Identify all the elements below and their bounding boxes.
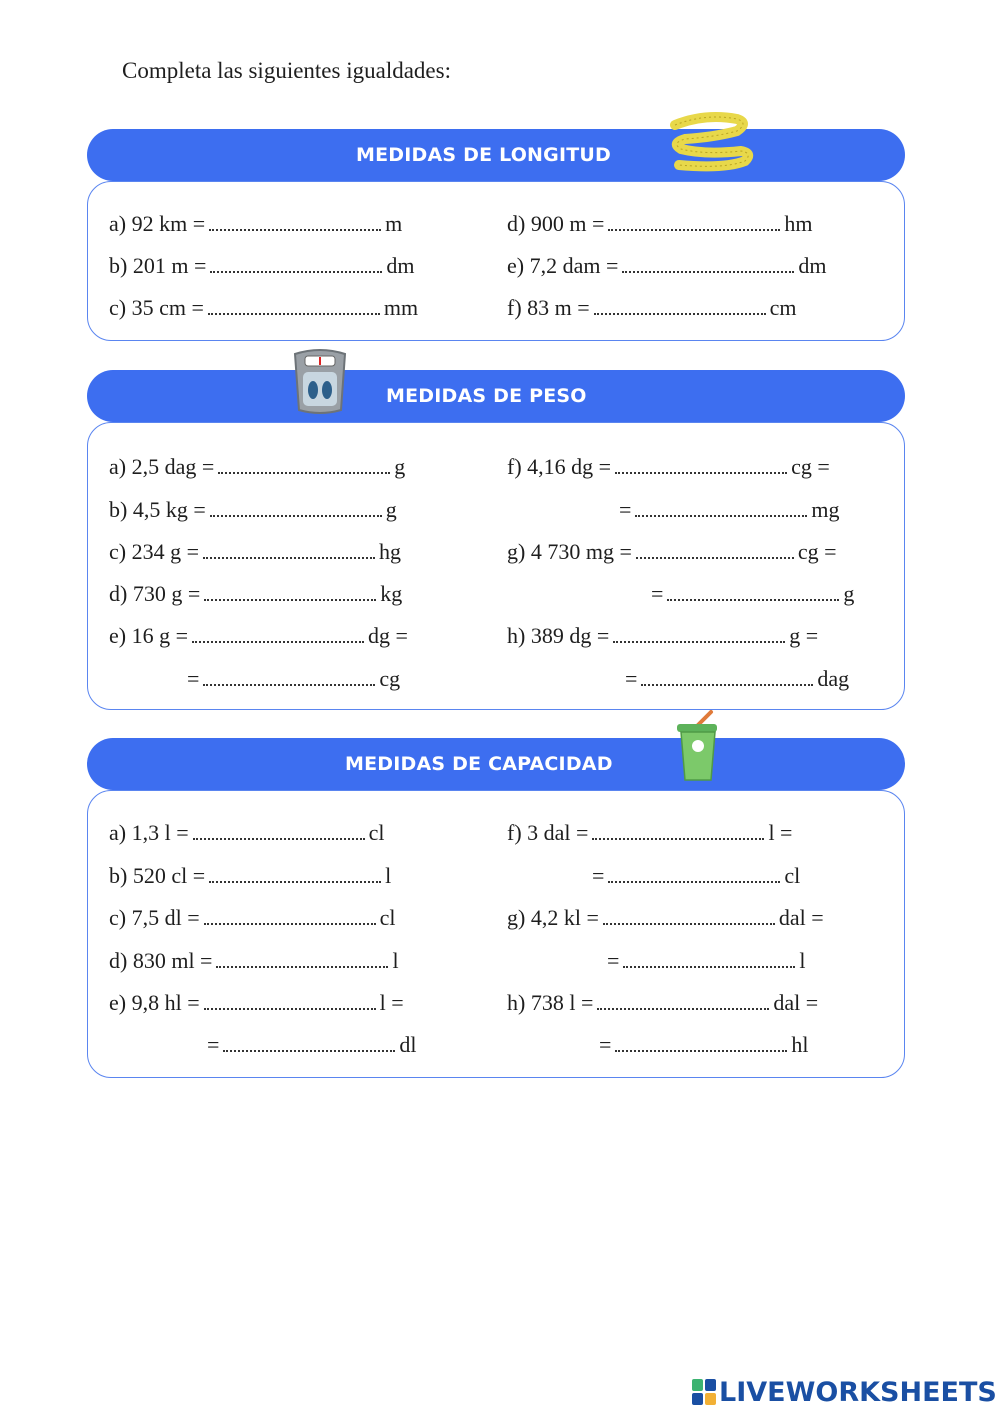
exercise-row: b) 201 m = dm: [109, 253, 415, 278]
exercise-row: = l: [607, 948, 806, 973]
exercise-row: a) 92 km = m: [109, 211, 403, 236]
instruction-text: Completa las siguientes igualdades:: [122, 58, 451, 83]
answer-blank[interactable]: [608, 863, 780, 883]
answer-blank[interactable]: [210, 497, 382, 517]
answer-blank[interactable]: [667, 581, 839, 601]
exercise-row: a) 2,5 dag = g: [109, 454, 406, 479]
answer-blank[interactable]: [615, 1032, 787, 1052]
answer-blank[interactable]: [210, 253, 382, 273]
drink-cup-icon: [673, 710, 723, 784]
answer-blank[interactable]: [594, 295, 766, 315]
answer-blank[interactable]: [209, 863, 381, 883]
section-title: MEDIDAS DE CAPACIDAD: [345, 753, 613, 775]
exercise-row: = mg: [619, 497, 840, 522]
exercise-row: = cl: [592, 863, 801, 888]
answer-blank[interactable]: [204, 581, 376, 601]
answer-blank[interactable]: [608, 211, 780, 231]
liveworksheets-logo: [692, 1376, 997, 1408]
exercise-row: e) 16 g = dg =: [109, 623, 408, 648]
answer-blank[interactable]: [635, 497, 807, 517]
bathroom-scale-icon: [287, 348, 353, 416]
liveworksheets-badge-icon: [692, 1379, 716, 1405]
exercise-row: f) 83 m = cm: [507, 295, 797, 320]
exercise-row: = dag: [625, 666, 850, 691]
answer-blank[interactable]: [218, 454, 390, 474]
exercise-row: c) 7,5 dl = cl: [109, 905, 396, 930]
answer-blank[interactable]: [204, 990, 376, 1010]
exercise-row: b) 4,5 kg = g: [109, 497, 397, 522]
measuring-tape-icon: [665, 111, 755, 175]
answer-blank[interactable]: [208, 295, 380, 315]
exercise-row: f) 4,16 dg = cg =: [507, 454, 830, 479]
answer-blank[interactable]: [603, 905, 775, 925]
answer-blank[interactable]: [223, 1032, 395, 1052]
answer-blank[interactable]: [592, 820, 764, 840]
answer-blank[interactable]: [597, 990, 769, 1010]
answer-blank[interactable]: [636, 539, 794, 559]
exercise-row: c) 35 cm = mm: [109, 295, 419, 320]
exercise-row: d) 900 m = hm: [507, 211, 813, 236]
exercise-row: e) 7,2 dam = dm: [507, 253, 827, 278]
exercise-row: a) 1,3 l = cl: [109, 820, 385, 845]
exercise-row: g) 4,2 kl = dal =: [507, 905, 824, 930]
answer-blank[interactable]: [203, 666, 375, 686]
section-title: MEDIDAS DE LONGITUD: [356, 144, 611, 166]
exercise-row: = cg: [187, 666, 401, 691]
answer-blank[interactable]: [641, 666, 813, 686]
exercise-row: = dl: [207, 1032, 417, 1057]
exercise-row: d) 830 ml = l: [109, 948, 399, 973]
answer-blank[interactable]: [193, 820, 365, 840]
answer-blank[interactable]: [216, 948, 388, 968]
exercise-row: = g: [651, 581, 855, 606]
answer-blank[interactable]: [209, 211, 381, 231]
exercise-row: = hl: [599, 1032, 809, 1057]
exercise-row: h) 738 l = dal =: [507, 990, 819, 1015]
answer-blank[interactable]: [203, 539, 375, 559]
exercise-row: f) 3 dal = l =: [507, 820, 793, 845]
exercise-row: h) 389 dg = g =: [507, 623, 819, 648]
answer-blank[interactable]: [204, 905, 376, 925]
exercise-row: c) 234 g = hg: [109, 539, 401, 564]
answer-blank[interactable]: [615, 454, 787, 474]
logo-text: LIVEWORKSHEETS: [719, 1376, 997, 1408]
answer-blank[interactable]: [622, 253, 794, 273]
answer-blank[interactable]: [623, 948, 795, 968]
answer-blank[interactable]: [192, 623, 364, 643]
section-title: MEDIDAS DE PESO: [386, 385, 587, 407]
exercise-row: e) 9,8 hl = l =: [109, 990, 404, 1015]
exercise-row: b) 520 cl = l: [109, 863, 392, 888]
answer-blank[interactable]: [613, 623, 785, 643]
exercise-row: g) 4 730 mg = cg =: [507, 539, 837, 564]
exercise-row: d) 730 g = kg: [109, 581, 403, 606]
